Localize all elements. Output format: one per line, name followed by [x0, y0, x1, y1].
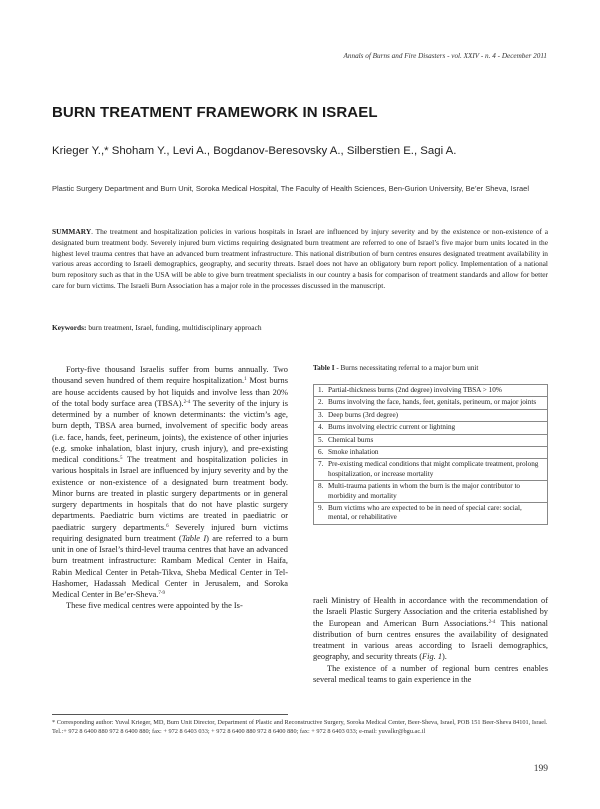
article-title: BURN TREATMENT FRAMEWORK IN ISRAEL [52, 104, 378, 121]
row-number: 7. [318, 460, 324, 469]
table-cell [314, 503, 548, 525]
row-text: Burns involving electric current or lightning [328, 423, 456, 432]
table-cell [314, 459, 548, 481]
table-row [314, 409, 548, 421]
row-text: Chemical burns [328, 435, 374, 444]
table-cell [314, 397, 548, 409]
footnote-divider [52, 714, 288, 715]
journal-header: Annals of Burns and Fire Disasters - vol. XXIV - n. 4 - December 2011 [343, 52, 547, 60]
table-row [314, 422, 548, 434]
table-row [314, 385, 548, 397]
row-text: Smoke inhalation [328, 448, 379, 457]
row-text: Deep burns (3rd degree) [328, 410, 399, 419]
row-text: Partial-thickness burns (2nd degree) involving TBSA > 10% [328, 386, 502, 394]
row-number: 3. [318, 410, 324, 419]
row-text: Multi-trauma patients in whom the burn is the major contributor to morbidity and mortality [328, 482, 521, 500]
figure-reference[interactable]: Fig. 1 [422, 652, 443, 662]
table-cell [314, 409, 548, 421]
table-row [314, 397, 548, 409]
summary [52, 227, 548, 292]
row-number: 9. [318, 504, 324, 513]
table-row [314, 503, 548, 525]
body-column-left [52, 364, 288, 612]
table-cell [314, 447, 548, 459]
keywords [52, 323, 548, 334]
row-number: 6. [318, 448, 324, 457]
table-cell [314, 481, 548, 503]
table-cell [314, 385, 548, 397]
keywords-text: burn treatment, Israel, funding, multidisciplinary approach [86, 323, 262, 332]
table-reference[interactable]: Table I [181, 533, 207, 543]
row-text: Burns involving the face, hands, feet, genitals, perineum, or major joints [328, 398, 537, 407]
referral-criteria-table [313, 384, 548, 525]
row-text: Pre-existing medical conditions that might complicate treatment, prolong hospitalization, or increase mortality [328, 460, 539, 478]
body-column-right [313, 595, 548, 685]
table-row [314, 481, 548, 503]
row-number: 8. [318, 482, 324, 491]
row-number: 2. [318, 398, 324, 407]
row-number: 1. [318, 386, 324, 394]
table-row [314, 447, 548, 459]
paragraph: The existence of a number of regional burn centres enables several medical teams to gain experience in the [313, 663, 548, 684]
page-number: 199 [533, 764, 548, 774]
paragraph: raeli Ministry of Health in accordance with the recommendation of the Israeli Plastic Surgery Association and the criteria established by the European and American Burn Associations.$^{2-4}$ This national distribution of burn centres ensures the availability of designated treatment in various areas according to Israeli demographics, geography, and security threats (Fig. 1). [313, 596, 548, 662]
paragraph: These five medical centres were appointed by the Is- [66, 601, 243, 611]
row-text: Burn victims who are expected to be in need of special care: social, mental, or rehabilitative [328, 504, 522, 522]
author-list: Krieger Y.,* Shoham Y., Levi A., Bogdanov-Beresovsky A., Silberstien E., Sagi A. [52, 145, 457, 157]
table-label: Table I [313, 364, 335, 372]
summary-text: . The treatment and hospitalization policies in various hospitals in Israel are influenced by injury severity and by the existence or non-existence of a designated burn treatment body. Severely injured burn victims requiring designated burn treatment are referred to one of Israel’s five major burn units located in the highest level trauma centres that have an advanced burn treatment infrastructure. This national distribution of burn centres ensures designated treatment availability in various areas according to Israeli demographics, geography, and security threats. Israel does not have an obligatory burn report policy. Implementation of a national burn repository such as that in the USA will be able to give burn treatment specialists in our country a basis for comparison of treatment standards and allow for better care for burn victims. The Israeli Burn Association has a major role in the processes discussed in the manuscript. [52, 227, 548, 290]
affiliation: Plastic Surgery Department and Burn Unit, Soroka Medical Hospital, The Faculty of Health Sciences, Ben-Gurion University, Be’er Sheva, Israel [52, 184, 530, 193]
table-row [314, 434, 548, 446]
row-number: 5. [318, 435, 324, 444]
paragraph: Forty-five thousand Israelis suffer from burns annually. Two thousand seven hundred of them require hospitalization.$^1$ Most burns are house accidents caused by hot liquids and involve less than 20% of the total body surface area (TBSA).$^{2-4}$ The severity of the injury is determined by a number of known determinants: the victim’s age, burn depth, TBSA area burned, involvement of specific body areas (i.e. face, hands, feet, perineum, joints), the existence of other injuries (e.g. smoke inhalation, blast injury, crush injury), and pre-existing medical conditions.$^5$ The treatment and hospitalization policies in various hospitals in Israel are influenced by injury severity and by the existence or non-existence of a designated burn treatment body. Minor burns are treated in plastic surgery departments or in general surgery departments in hospitals that do not have plastic surgery departments. Paediatric burn victims are treated in paediatric or paediatric surgery departments.$^6$ Severely injured burn victims requiring designated burn treatment (Table I) are referred to a burn unit in one of Israel’s third-level trauma centres that have an advanced burn treatment infrastructure: Rambam Medical Center in Haifa, Rabin Medical Center in Petah-Tikva, Sheba Medical Center in Tel-Hashomer, Hadassah Medical Center in Jerusalem, and Soroka Medical Center in Be’er-Sheva.$^{7-9}$ [52, 365, 288, 599]
table-row [314, 459, 548, 481]
table-caption-text: - Burns necessitating referral to a major burn unit [334, 364, 479, 372]
table-cell [314, 422, 548, 434]
summary-label: SUMMARY [52, 227, 92, 236]
row-number: 4. [318, 423, 324, 432]
table-cell [314, 434, 548, 446]
corresponding-author-footnote: * Corresponding author: Yuval Krieger, MD, Burn Unit Director, Department of Plastic and Reconstructive Surgery, Soroka Medical Center, Beer-Sheva, Israel, POB 151 Beer-Sheva 84101, Israel. Tel.:+ 972 8 6400 880 972 8 6400 880; fax: + 972 8 6403 033; + 972 8 6400 880 972 8 6400 880; fax: + 972 8 6403 033; e-mail: yuvalkr@bgu.ac.il [52, 719, 548, 736]
table-caption [313, 364, 478, 372]
keywords-label: Keywords: [52, 323, 87, 332]
